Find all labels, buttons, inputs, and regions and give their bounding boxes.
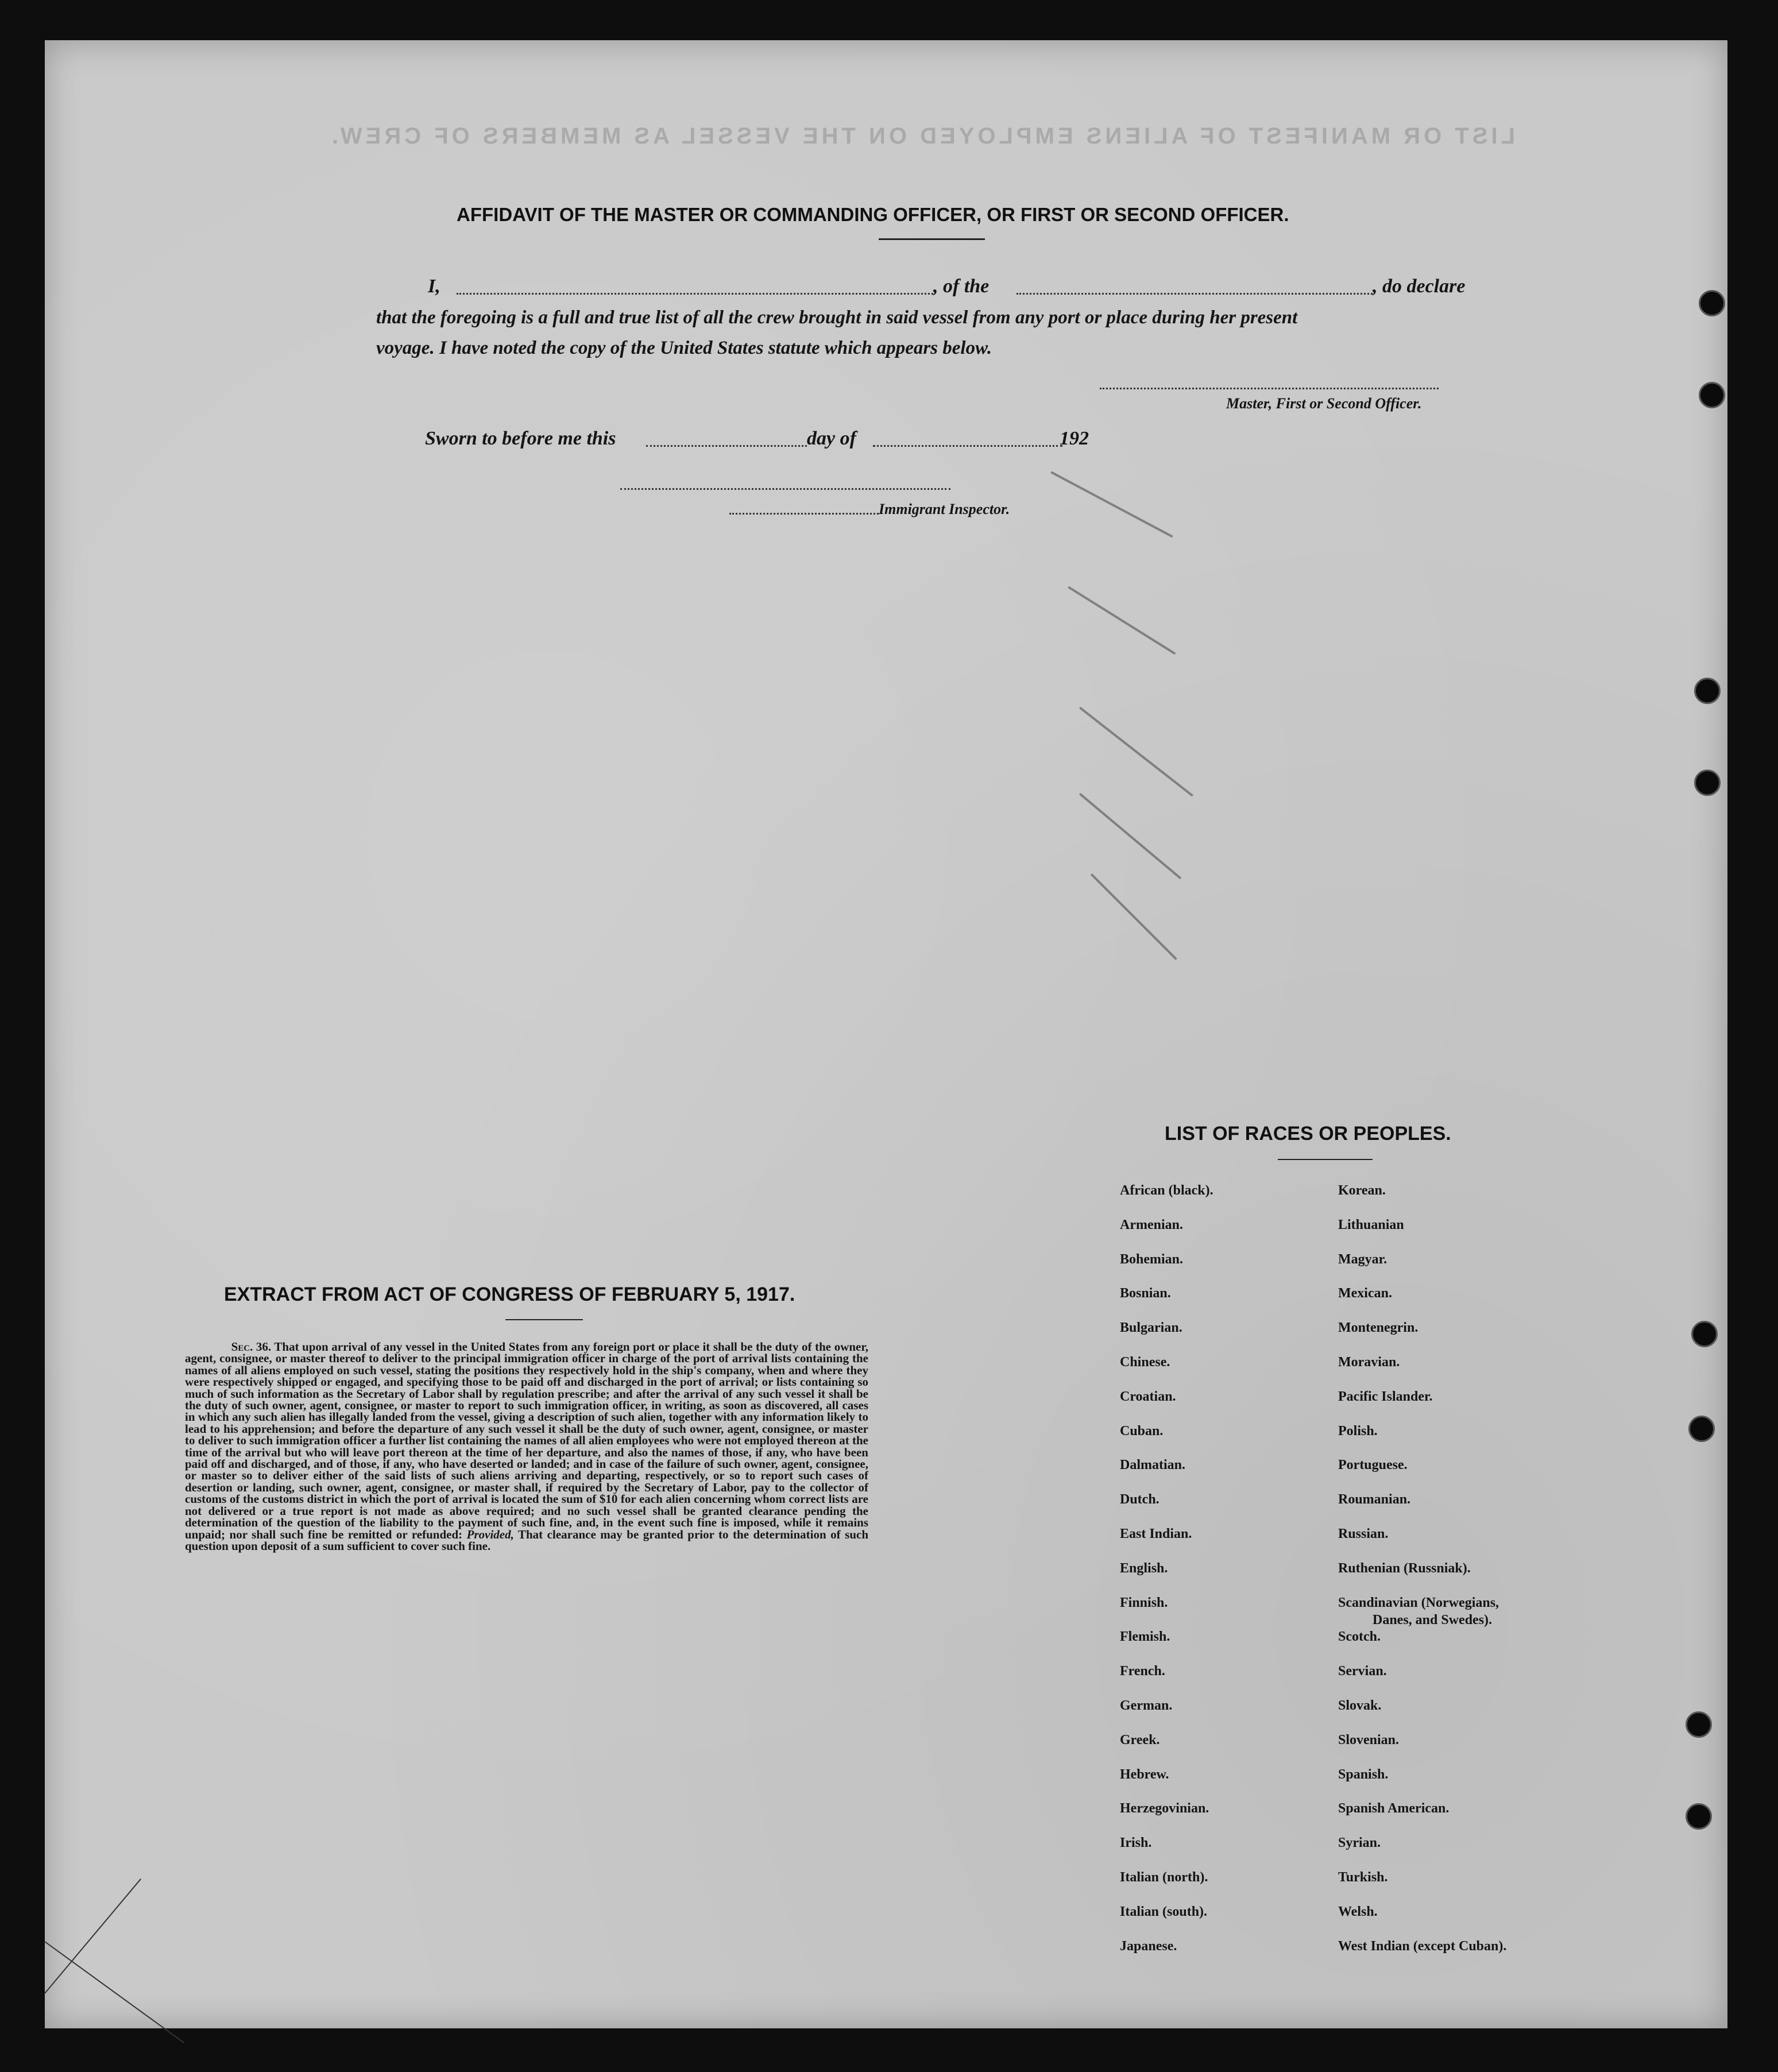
race-item: Portuguese. xyxy=(1338,1458,1408,1472)
race-item: Magyar. xyxy=(1338,1252,1387,1267)
race-item: East Indian. xyxy=(1120,1526,1192,1541)
race-item: Danes, and Swedes). xyxy=(1373,1613,1493,1628)
race-item: Bulgarian. xyxy=(1120,1320,1182,1335)
sworn-day-blank xyxy=(646,445,807,447)
race-item: French. xyxy=(1120,1664,1165,1679)
inspector-line-2 xyxy=(729,513,879,515)
race-item: German. xyxy=(1120,1698,1173,1713)
race-item: Hebrew. xyxy=(1120,1767,1169,1782)
race-item: Slovenian. xyxy=(1338,1733,1400,1748)
proviso-label: Provided, xyxy=(466,1527,514,1541)
sworn-text: Sworn to before me this xyxy=(425,428,616,449)
races-title: LIST OF RACES OR PEOPLES. xyxy=(1165,1123,1451,1145)
binder-hole-icon xyxy=(1688,1416,1715,1442)
inspector-label: Immigrant Inspector. xyxy=(879,501,1010,517)
race-item: Croatian. xyxy=(1120,1389,1176,1404)
race-item: Herzegovinian. xyxy=(1120,1801,1209,1816)
race-item: Dutch. xyxy=(1120,1492,1159,1507)
binder-hole-icon xyxy=(1694,678,1721,704)
race-item: Ruthenian (Russniak). xyxy=(1338,1561,1471,1576)
race-item: Japanese. xyxy=(1120,1939,1177,1954)
declaration-line-3: voyage. I have noted the copy of the United States statute which appears below. xyxy=(376,338,992,358)
race-item: Korean. xyxy=(1338,1183,1386,1198)
race-item: Roumanian. xyxy=(1338,1492,1411,1507)
proviso-text: That clearance may be granted prior to the determination of such question upon deposit of a sum sufficient to cover such fine. xyxy=(185,1527,868,1553)
race-item: Chinese. xyxy=(1120,1355,1170,1370)
race-item: Spanish. xyxy=(1338,1767,1389,1782)
race-item: Spanish American. xyxy=(1338,1801,1450,1816)
race-item: Dalmatian. xyxy=(1120,1458,1185,1472)
race-item: Slovak. xyxy=(1338,1698,1382,1713)
race-item: Italian (south). xyxy=(1120,1904,1208,1919)
section-label: Sec. 36. xyxy=(231,1340,272,1354)
name-blank xyxy=(457,293,933,295)
race-item: Polish. xyxy=(1338,1424,1378,1439)
race-item: Italian (north). xyxy=(1120,1870,1208,1885)
declaration-of-the: , of the xyxy=(933,276,990,297)
race-item: Lithuanian xyxy=(1338,1217,1404,1232)
race-item: Montenegrin. xyxy=(1338,1320,1418,1335)
race-item: Bohemian. xyxy=(1120,1252,1184,1267)
race-item: Armenian. xyxy=(1120,1217,1183,1232)
race-item: West Indian (except Cuban). xyxy=(1338,1939,1507,1954)
race-item: English. xyxy=(1120,1561,1168,1576)
declaration-line-2: that the foregoing is a full and true list of all the crew brought in said vessel from any port or place during her present xyxy=(376,307,1298,328)
race-item: Syrian. xyxy=(1338,1835,1381,1850)
race-item: Scotch. xyxy=(1338,1629,1381,1644)
extract-text xyxy=(185,1341,868,1552)
extract-title: EXTRACT FROM ACT OF CONGRESS OF FEBRUARY 5, 1917. xyxy=(224,1284,795,1305)
vessel-blank xyxy=(1016,293,1373,295)
signature-label: Master, First or Second Officer. xyxy=(1226,395,1422,412)
extract-title-rule xyxy=(505,1319,583,1320)
race-item: Irish. xyxy=(1120,1835,1152,1850)
race-item: Russian. xyxy=(1338,1526,1389,1541)
race-item: Servian. xyxy=(1338,1664,1387,1679)
races-title-rule xyxy=(1278,1159,1373,1160)
inspector-line-1 xyxy=(620,488,950,490)
sworn-month-blank xyxy=(873,445,1062,447)
race-item: Flemish. xyxy=(1120,1629,1170,1644)
race-item: Moravian. xyxy=(1338,1355,1400,1370)
race-item: Pacific Islander. xyxy=(1338,1389,1433,1404)
affidavit-title-rule xyxy=(879,238,985,240)
binder-hole-icon xyxy=(1686,1711,1712,1738)
sworn-day-of: day of xyxy=(807,428,856,449)
binder-hole-icon xyxy=(1699,290,1725,316)
binder-hole-icon xyxy=(1686,1803,1712,1830)
race-item: Cuban. xyxy=(1120,1424,1164,1439)
binder-hole-icon xyxy=(1699,382,1725,408)
binder-hole-icon xyxy=(1691,1321,1718,1347)
sworn-year: 192 xyxy=(1060,428,1089,449)
race-item: Finnish. xyxy=(1120,1595,1168,1610)
race-item: African (black). xyxy=(1120,1183,1213,1198)
race-item: Greek. xyxy=(1120,1733,1160,1748)
race-item: Welsh. xyxy=(1338,1904,1378,1919)
section-body: That upon arrival of any vessel in the United States from any foreign port or place it shall be the duty of the owner, agent, consignee, or master thereof to deliver to the principal immigration officer in charge of the port of arrival lists containing the names of all aliens employed on such vessel, stating the positions they respectively hold in the ship's company, when and where they were respectively shipped or engaged, and specifying those to be paid off and discharged in the port of arrival; or lists containing so much of such information as the Secretary of Labor shall by regulation prescribe; and after the arrival of any such vessel it shall be the duty of such owner, agent, consignee, or master to report to such immigration officer, in writing, as soon as discovered, all cases in which any such alien has illegally landed from the vessel, giving a description of such alien, together with any information likely to lead to his apprehension; and before the departure of any such vessel it shall be the duty of such owner, agent, consignee, or master to deliver to such immigration officer a further list containing the names of all alien employees who were not employed thereon at the time of the arrival but who will leave port thereon at the time of her departure, and also the names of those, if any, who have been paid off and discharged, and of those, if any, who have deserted or landed; and in case of the failure of such owner, agent, consignee, or master so to deliver either of the said lists of such aliens arriving and departing, respectively, or so to report such cases of desertion or landing, such owner, agent, consignee, or master shall, if required by the Secretary of Labor, pay to the collector of customs of the customs district in which the port of arrival is located the sum of $10 for each alien concerning whom correct lists are not delivered or a true report is not made as above required; and no such vessel shall be granted clearance pending the determination of the question of the liability to the payment of such fine, and, in the event such fine is imposed, while it remains unpaid; nor shall such fine be remitted or refunded: xyxy=(185,1340,868,1541)
binder-hole-icon xyxy=(1694,770,1721,796)
race-item: Turkish. xyxy=(1338,1870,1388,1885)
affidavit-title: AFFIDAVIT OF THE MASTER OR COMMANDING OFFICER, OR FIRST OR SECOND OFFICER. xyxy=(457,204,1289,225)
race-item: Mexican. xyxy=(1338,1286,1392,1301)
signature-line xyxy=(1100,388,1439,389)
race-item: Bosnian. xyxy=(1120,1286,1171,1301)
declaration-do-declare: , do declare xyxy=(1373,276,1466,297)
races-list xyxy=(1120,1183,1591,1970)
race-item: Scandinavian (Norwegians, xyxy=(1338,1595,1499,1610)
declaration-i: I, xyxy=(428,276,440,297)
bleed-through-heading: LIST OR MANIFEST OF ALIENS EMPLOYED ON THE VESSEL AS MEMBERS OF CREW. xyxy=(328,123,1515,149)
